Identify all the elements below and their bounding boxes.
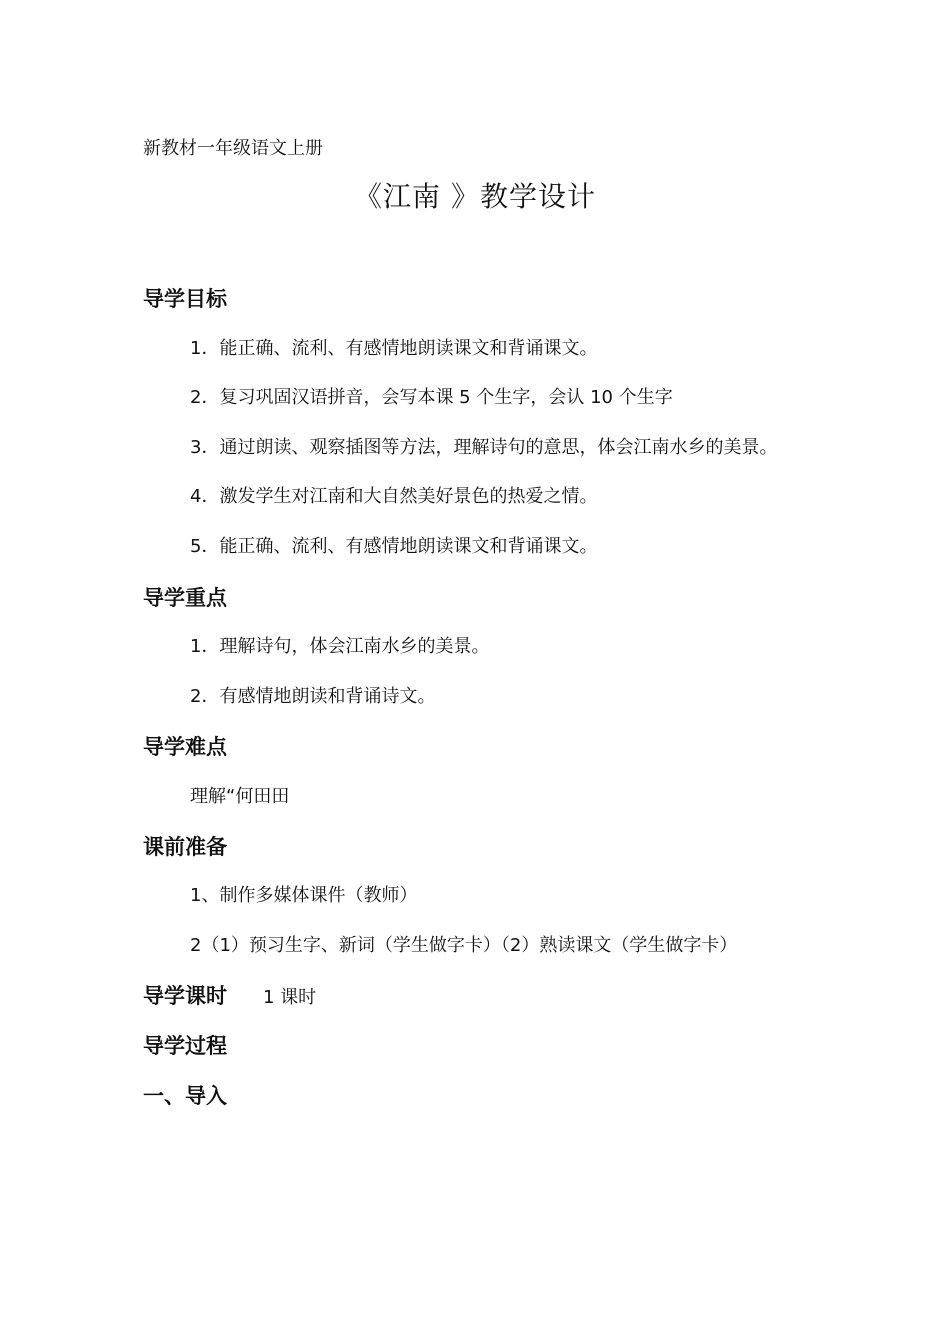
preparation-item: 2（1）预习生字、新词（学生做字卡）（2）熟读课文（学生做字卡） — [190, 935, 738, 956]
section-heading-intro: 一、导入 — [143, 1084, 227, 1108]
goal-item: 3．通过朗读、观察插图等方法，理解诗句的意思，体会江南水乡的美景。 — [190, 437, 778, 458]
preparation-item: 1、制作多媒体课件（教师） — [190, 885, 418, 906]
goal-item: 1．能正确、流利、有感情地朗读课文和背诵课文。 — [190, 338, 598, 359]
keypoint-item: 2．有感情地朗读和背诵诗文。 — [190, 686, 436, 707]
hours-value: 1 课时 — [263, 987, 317, 1008]
goal-item: 2．复习巩固汉语拼音，会写本课 5 个生字，会认 10 个生字 — [190, 387, 673, 408]
difficulty-item: 理解“何田田 — [190, 786, 290, 807]
hours-label: 导学课时 — [143, 984, 227, 1008]
section-heading-difficulties: 导学难点 — [143, 735, 227, 759]
keypoint-item: 1．理解诗句，体会江南水乡的美景。 — [190, 636, 490, 657]
goal-item: 4．激发学生对江南和大自然美好景色的热爱之情。 — [190, 486, 598, 507]
section-heading-keypoints: 导学重点 — [143, 586, 227, 610]
goal-item: 5．能正确、流利、有感情地朗读课文和背诵课文。 — [190, 536, 598, 557]
section-heading-goals: 导学目标 — [143, 287, 227, 311]
document-title: 《江南 》教学设计 — [354, 180, 596, 213]
section-heading-preparation: 课前准备 — [143, 835, 227, 859]
section-heading-hours — [143, 986, 316, 1007]
section-heading-process: 导学过程 — [143, 1034, 227, 1058]
document-subtitle: 新教材一年级语文上册 — [143, 138, 323, 159]
